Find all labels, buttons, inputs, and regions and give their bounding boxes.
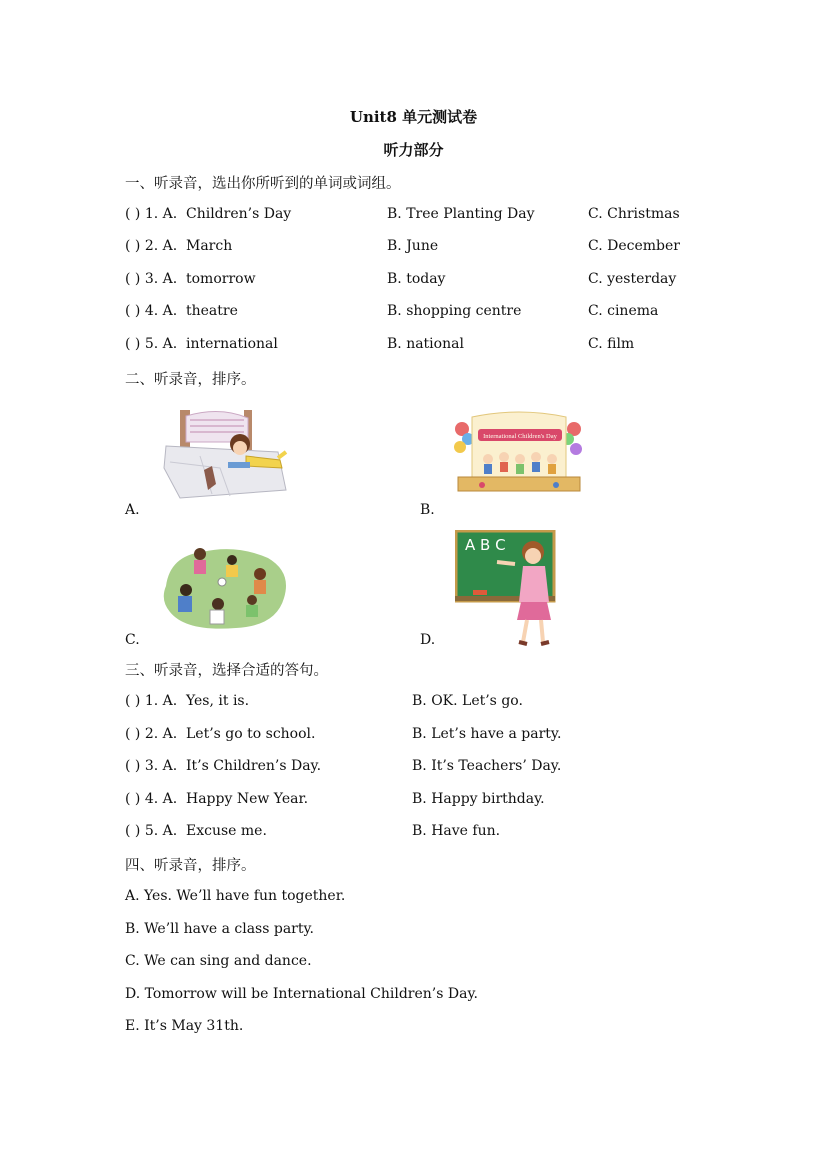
picture-a-girl-on-bed: [160, 406, 290, 502]
question-number: ( ) 1. A.: [125, 693, 178, 709]
option-a: Happy New Year.: [186, 791, 309, 807]
picture-d-teacher-at-board: [455, 530, 557, 648]
question-number: ( ) 3. A.: [125, 271, 178, 287]
option-a: March: [186, 238, 233, 254]
option-a: Children’s Day: [186, 206, 292, 222]
option-c: C. yesterday: [588, 271, 677, 287]
option-a: tomorrow: [186, 271, 256, 287]
question-number: ( ) 4. A.: [125, 791, 178, 807]
section4-heading: 四、听录音，排序。: [125, 858, 256, 874]
option-b: B. Tree Planting Day: [387, 206, 535, 222]
section2-heading: 二、听录音，排序。: [125, 372, 256, 388]
option-b: B. Happy birthday.: [412, 791, 545, 807]
dialogue-line: A. Yes. We’ll have fun together.: [125, 888, 346, 904]
option-b: B. Let’s have a party.: [412, 726, 562, 742]
section3-heading: 三、听录音，选择合适的答句。: [125, 663, 328, 679]
option-a: Excuse me.: [186, 823, 267, 839]
page-title: Unit8 单元测试卷: [349, 108, 478, 126]
dialogue-line: B. We’ll have a class party.: [125, 921, 314, 937]
option-a: It’s Children’s Day.: [186, 758, 322, 774]
picture-b-childrens-day-stage: [452, 407, 586, 499]
option-b: B. June: [387, 238, 439, 254]
dialogue-line: D. Tomorrow will be International Children’s Day.: [125, 986, 478, 1002]
option-a: theatre: [186, 303, 238, 319]
option-b: B. Have fun.: [412, 823, 501, 839]
option-b: B. It’s Teachers’ Day.: [412, 758, 562, 774]
question-number: ( ) 5. A.: [125, 336, 178, 352]
option-a: Yes, it is.: [186, 693, 250, 709]
option-b: B. today: [387, 271, 446, 287]
picture-d-label: D.: [420, 632, 436, 648]
page-subtitle: 听力部分: [383, 141, 444, 159]
picture-a-label: A.: [125, 502, 140, 518]
question-number: ( ) 5. A.: [125, 823, 178, 839]
question-number: ( ) 2. A.: [125, 726, 178, 742]
chalkboard-letters: A B C: [465, 536, 506, 554]
option-c: C. December: [588, 238, 680, 254]
question-number: ( ) 3. A.: [125, 758, 178, 774]
question-number: ( ) 4. A.: [125, 303, 178, 319]
question-number: ( ) 1. A.: [125, 206, 178, 222]
option-c: C. film: [588, 336, 635, 352]
option-c: C. cinema: [588, 303, 659, 319]
dialogue-line: C. We can sing and dance.: [125, 953, 312, 969]
option-c: C. Christmas: [588, 206, 680, 222]
stage-banner-text: International Children's Day: [483, 433, 557, 440]
option-a: international: [186, 336, 278, 352]
picture-c-label: C.: [125, 632, 140, 648]
picture-c-children-on-grass: [156, 538, 294, 634]
section1-heading: 一、听录音，选出你所听到的单词或词组。: [125, 176, 401, 192]
option-a: Let’s go to school.: [186, 726, 316, 742]
dialogue-line: E. It’s May 31th.: [125, 1018, 244, 1034]
picture-b-label: B.: [420, 502, 435, 518]
option-b: B. OK. Let’s go.: [412, 693, 523, 709]
question-number: ( ) 2. A.: [125, 238, 178, 254]
option-b: B. national: [387, 336, 464, 352]
option-b: B. shopping centre: [387, 303, 522, 319]
